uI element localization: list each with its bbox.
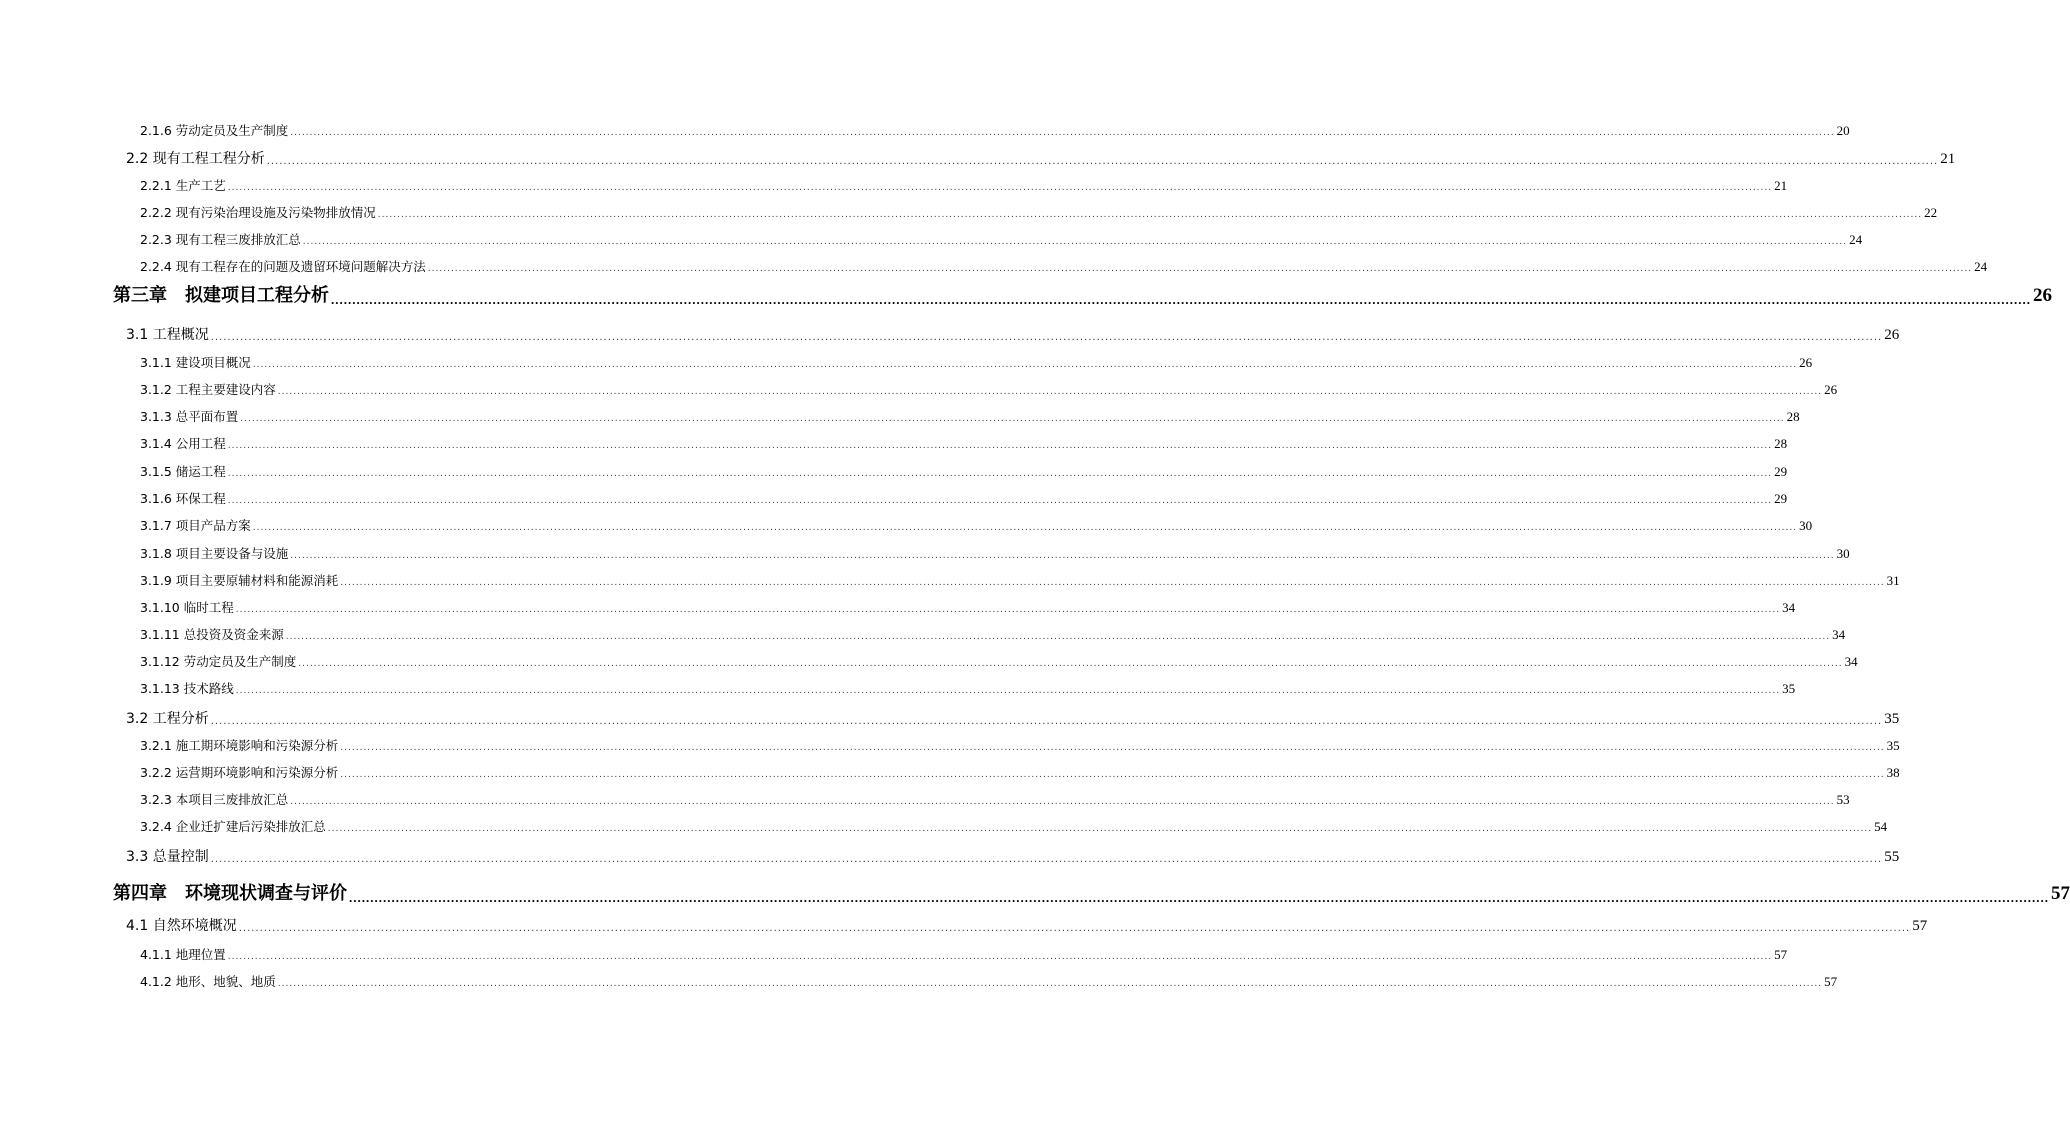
toc-dot-leader: ................................................................................................................................................................................................................................................................................................................................................................................................................ [252,523,1798,533]
toc-entry[interactable] [126,325,1900,345]
toc-entry-page-number: 57 [2051,883,2070,904]
toc-entry[interactable] [140,490,1788,508]
toc-dot-leader: ................................................................................................................................................................................................................................................................................................................................................................................................................ [227,183,1773,193]
toc-entry[interactable] [113,283,2052,309]
toc-dot-leader: ................................................................................................................................................................................................................................................................................................................................................................................................................ [210,854,1883,865]
toc-entry[interactable] [140,231,1863,249]
toc-entry-page-number: 26 [2033,285,2052,306]
toc-entry[interactable] [140,791,1850,809]
toc-dot-leader: ................................................................................................................................................................................................................................................................................................................................................................................................................ [210,716,1883,727]
toc-entry-title: 2.2.1 生产工艺 [140,178,226,193]
toc-dot-leader: ................................................................................................................................................................................................................................................................................................................................................................................................................ [340,770,1885,780]
toc-entry[interactable] [140,653,1858,671]
toc-entry-title: 3.2.2 运营期环境影响和污染源分析 [140,765,339,780]
toc-entry-page-number: 24 [1974,259,1988,274]
toc-entry-page-number: 21 [1774,178,1788,193]
toc-entry-page-number: 54 [1874,819,1888,834]
toc-entry[interactable] [140,463,1788,481]
toc-entry[interactable] [113,881,2070,907]
toc-dot-leader: ................................................................................................................................................................................................................................................................................................................................................................................................................ [298,659,1843,669]
toc-entry-title: 2.1.6 劳动定员及生产制度 [140,123,289,138]
toc-entry-page-number: 29 [1774,464,1788,479]
toc-entry[interactable] [140,381,1838,399]
toc-entry-title: 3.1 工程概况 [126,327,209,343]
toc-entry-page-number: 26 [1799,355,1813,370]
toc-entry[interactable] [140,517,1813,535]
toc-entry-page-number: 35 [1886,738,1900,753]
toc-entry[interactable] [126,709,1900,729]
toc-entry-title: 3.1.5 储运工程 [140,464,226,479]
toc-entry-title: 2.2 现有工程工程分析 [126,151,265,167]
toc-dot-leader: ................................................................................................................................................................................................................................................................................................................................................................................................................ [227,952,1773,962]
toc-entry-page-number: 34 [1782,600,1796,615]
toc-dot-leader: ................................................................................................................................................................................................................................................................................................................................................................................................................ [290,797,1835,807]
toc-entry-page-number: 22 [1924,205,1938,220]
toc-entry-page-number: 30 [1799,518,1813,533]
toc-entry-title: 3.3 总量控制 [126,849,209,865]
toc-dot-leader: ................................................................................................................................................................................................................................................................................................................................................................................................................ [252,360,1798,370]
toc-entry-title: 2.2.2 现有污染治理设施及污染物排放情况 [140,205,376,220]
toc-entry-page-number: 53 [1836,792,1850,807]
toc-entry[interactable] [140,435,1788,453]
toc-dot-leader: ................................................................................................................................................................................................................................................................................................................................................................................................................ [427,264,1973,274]
toc-entry-title: 第三章 拟建项目工程分析 [113,285,329,306]
toc-entry[interactable] [140,946,1788,964]
toc-entry[interactable] [140,572,1900,590]
toc-entry-title: 3.1.13 技术路线 [140,681,234,696]
toc-dot-leader: ................................................................................................................................................................................................................................................................................................................................................................................................................ [377,210,1923,220]
toc-entry-page-number: 26 [1884,327,1900,343]
toc-entry-page-number: 28 [1786,409,1800,424]
toc-entry-title: 3.2.1 施工期环境影响和污染源分析 [140,738,339,753]
toc-entry-title: 3.1.1 建设项目概况 [140,355,251,370]
toc-entry[interactable] [140,258,1988,276]
toc-entry[interactable] [126,847,1900,867]
toc-entry[interactable] [140,354,1813,372]
toc-entry[interactable] [140,818,1888,836]
toc-entry-title: 3.1.2 工程主要建设内容 [140,382,276,397]
toc-entry-title: 4.1.2 地形、地貌、地质 [140,974,276,989]
toc-dot-leader: ................................................................................................................................................................................................................................................................................................................................................................................................................ [302,237,1848,247]
toc-entry-page-number: 35 [1782,681,1796,696]
toc-entry-page-number: 57 [1912,918,1928,934]
toc-dot-leader: ................................................................................................................................................................................................................................................................................................................................................................................................................ [290,128,1835,138]
toc-entry-page-number: 29 [1774,491,1788,506]
toc-entry-page-number: 21 [1940,151,1956,167]
toc-entry[interactable] [140,680,1796,698]
toc-entry[interactable] [140,626,1846,644]
toc-entry-title: 4.1.1 地理位置 [140,947,226,962]
toc-dot-leader: ................................................................................................................................................................................................................................................................................................................................................................................................................ [240,414,1785,424]
toc-dot-leader: ................................................................................................................................................................................................................................................................................................................................................................................................................ [340,743,1885,753]
toc-entry-page-number: 57 [1824,974,1838,989]
toc-entry[interactable] [140,177,1788,195]
toc-dot-leader: ................................................................................................................................................................................................................................................................................................................................................................................................................ [210,332,1883,343]
toc-entry-title: 3.1.7 项目产品方案 [140,518,251,533]
toc-entry[interactable] [140,764,1900,782]
toc-entry[interactable] [140,122,1850,140]
toc-entry-page-number: 28 [1774,436,1788,451]
toc-entry[interactable] [140,204,1938,222]
toc-dot-leader: ................................................................................................................................................................................................................................................................................................................................................................................................................ [277,387,1823,397]
toc-entry-title: 3.1.10 临时工程 [140,600,234,615]
toc-entry-page-number: 55 [1884,849,1900,865]
toc-entry-title: 3.2 工程分析 [126,711,209,727]
toc-dot-leader: ................................................................................................................................................................................................................................................................................................................................................................................................................ [227,469,1773,479]
toc-entry-title: 3.2.3 本项目三废排放汇总 [140,792,289,807]
toc-entry-page-number: 24 [1849,232,1863,247]
toc-dot-leader: ................................................................................................................................................................................................................................................................................................................................................................................................................ [277,979,1823,989]
toc-entry-title: 3.1.8 项目主要设备与设施 [140,546,289,561]
toc-dot-leader: ................................................................................................................................................................................................................................................................................................................................................................................................................ [235,605,1781,615]
toc-entry-title: 3.1.4 公用工程 [140,436,226,451]
toc-entry[interactable] [140,545,1850,563]
toc-dot-leader: ................................................................................................................................................................................................................................................................................................................................................................................................................ [331,292,2031,307]
toc-entry-page-number: 34 [1844,654,1858,669]
toc-entry-title: 3.1.12 劳动定员及生产制度 [140,654,297,669]
toc-dot-leader: ................................................................................................................................................................................................................................................................................................................................................................................................................ [290,551,1835,561]
toc-dot-leader: ................................................................................................................................................................................................................................................................................................................................................................................................................ [235,686,1781,696]
toc-entry-title: 2.2.4 现有工程存在的问题及遗留环境问题解决方法 [140,259,426,274]
toc-entry-title: 3.1.6 环保工程 [140,491,226,506]
toc-entry-page-number: 30 [1836,546,1850,561]
toc-entry[interactable] [140,737,1900,755]
toc-entry[interactable] [126,149,1956,169]
toc-entry[interactable] [140,599,1796,617]
toc-entry[interactable] [126,916,1928,936]
toc-entry-page-number: 57 [1774,947,1788,962]
toc-entry-title: 3.1.9 项目主要原辅材料和能源消耗 [140,573,339,588]
toc-entry-title: 2.2.3 现有工程三废排放汇总 [140,232,301,247]
toc-dot-leader: ................................................................................................................................................................................................................................................................................................................................................................................................................ [327,824,1873,834]
toc-entry-title: 第四章 环境现状调查与评价 [113,883,347,904]
toc-entry-title: 3.1.3 总平面布置 [140,409,239,424]
toc-entry[interactable] [140,973,1838,991]
toc-entry-page-number: 26 [1824,382,1838,397]
toc-dot-leader: ................................................................................................................................................................................................................................................................................................................................................................................................................ [238,923,1911,934]
toc-entry-page-number: 35 [1884,711,1900,727]
toc-dot-leader: ................................................................................................................................................................................................................................................................................................................................................................................................................ [285,632,1831,642]
toc-entry-title: 3.2.4 企业迁扩建后污染排放汇总 [140,819,326,834]
toc-dot-leader: ................................................................................................................................................................................................................................................................................................................................................................................................................ [227,441,1773,451]
toc-dot-leader: ................................................................................................................................................................................................................................................................................................................................................................................................................ [266,156,1939,167]
toc-entry-page-number: 31 [1886,573,1900,588]
toc-dot-leader: ................................................................................................................................................................................................................................................................................................................................................................................................................ [340,578,1885,588]
toc-entry-page-number: 34 [1832,627,1846,642]
toc-entry-title: 3.1.11 总投资及资金来源 [140,627,284,642]
toc-entry-page-number: 20 [1836,123,1850,138]
toc-entry-page-number: 38 [1886,765,1900,780]
toc-entry[interactable] [140,408,1800,426]
toc-entry-title: 4.1 自然环境概况 [126,918,237,934]
toc-dot-leader: ................................................................................................................................................................................................................................................................................................................................................................................................................ [227,496,1773,506]
toc-dot-leader: ................................................................................................................................................................................................................................................................................................................................................................................................................ [349,890,2049,905]
